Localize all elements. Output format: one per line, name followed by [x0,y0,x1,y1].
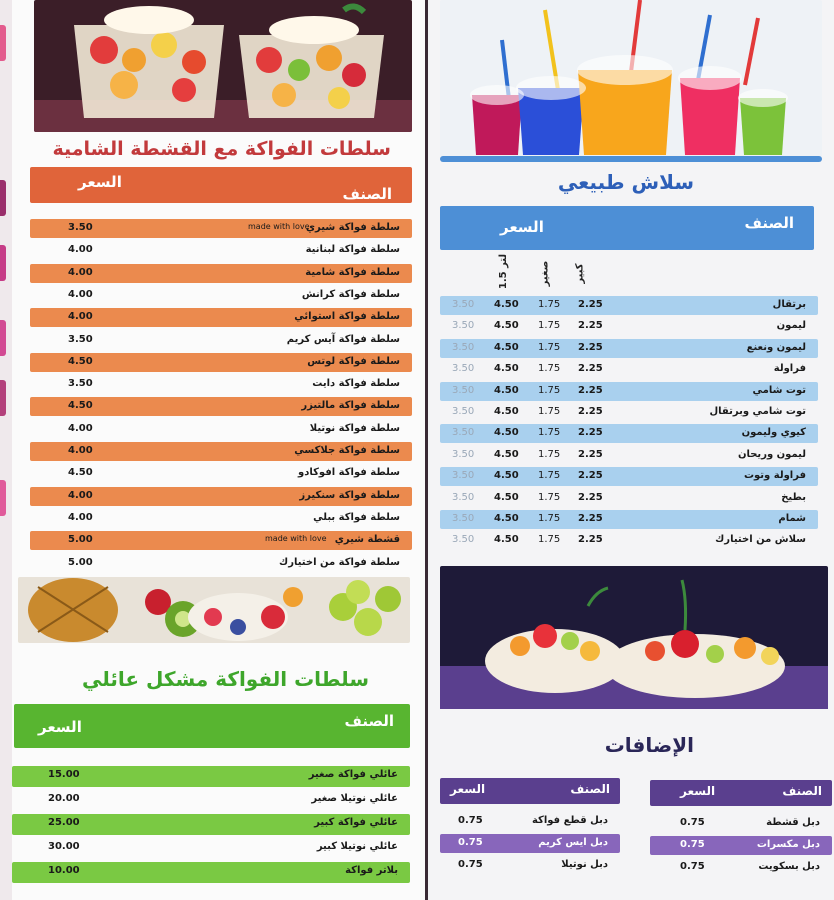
slush-photo-divider [440,156,822,162]
dessert-cups-photo [34,0,412,132]
fruit-salad-row [30,286,412,305]
addition-row [650,858,832,877]
item-small: 1.75 [538,341,561,353]
family-header-price: السعر [38,718,82,736]
item-large: 2.25 [578,427,603,439]
additions-header-right [650,780,832,806]
fruit-salad-row [30,308,412,327]
slush-header-price: السعر [500,218,544,236]
fruit-salad-row [30,420,412,439]
item-name: برتقال [772,299,806,310]
item-price: 4.50 [68,400,93,412]
fruits-photo [18,577,410,643]
item-name: دبل مكسرات [756,839,820,850]
family-header [14,704,410,748]
item-liter: 4.50 [494,427,519,439]
item-name: عائلي فواكة صغير [308,769,398,780]
item-liter: 4.50 [494,470,519,482]
item-price: 4.00 [68,311,93,323]
fruit-salad-row [30,554,412,573]
item-extra: 3.50 [452,513,475,524]
item-price: 10.00 [48,865,80,876]
item-small: 1.75 [538,534,561,546]
col-liter: 1.5 لتر [498,253,510,290]
item-small: 1.75 [538,427,561,439]
item-price: 4.00 [68,288,93,300]
slush-cups-photo [440,0,822,158]
item-name: ليمون ونعنع [746,341,806,353]
item-name: سلطة فواكة لوتس [307,355,400,367]
fruit-salad-row [30,331,412,350]
fruit-salad-row [30,375,412,394]
item-name: توت شامي وبرتقال [709,406,806,417]
item-extra: 3.50 [452,341,475,353]
item-large: 2.25 [578,341,603,353]
addition-row [650,836,832,855]
item-name: سلطة فواكة شامية [305,266,400,278]
item-name: سلطة فواكة مالتيزر [301,400,400,412]
slush-row [440,424,818,443]
fruit-cups-divider [440,704,828,709]
item-liter: 4.50 [494,406,519,417]
item-liter: 4.50 [494,384,519,396]
family-row [12,838,410,859]
slush-row [440,510,818,529]
fruit-salad-row [30,442,412,461]
additions-header-left-price: السعر [450,782,486,796]
item-price: 25.00 [48,817,80,828]
item-price: 0.75 [680,817,705,828]
family-row [12,766,410,787]
item-price: 4.00 [68,266,93,278]
addition-row [440,834,620,853]
item-name: سلطة فواكة من اختيارك [279,556,400,568]
item-price: 4.00 [68,511,93,523]
item-small: 1.75 [538,363,561,375]
item-name: بلاتر فواكة [345,865,398,876]
item-large: 2.25 [578,384,603,396]
item-liter: 4.50 [494,320,519,332]
item-price: 4.00 [68,445,93,456]
item-small: 1.75 [538,513,561,524]
addition-row [440,856,620,875]
item-note: made with love [265,534,327,544]
item-name: سلطة فواكة شيري [305,222,400,233]
item-price: 30.00 [48,841,80,852]
family-row [12,862,410,883]
item-price: 3.50 [68,333,93,345]
item-price: 3.50 [68,378,93,390]
item-name: سلطة فواكة دايت [312,378,400,390]
item-price: 4.00 [68,244,93,256]
item-price: 4.50 [68,355,93,367]
item-extra: 3.50 [452,427,475,439]
slush-row [440,403,818,422]
item-large: 2.25 [578,513,603,524]
family-row [12,814,410,835]
item-price: 20.00 [48,793,80,804]
item-large: 2.25 [578,491,603,503]
slush-header-item: الصنف [744,214,794,232]
fruit-salad-row [30,241,412,260]
slush-row [440,531,818,550]
item-name: بطيخ [781,491,806,503]
fruit-cups-photo [440,566,828,706]
item-name: قشطة شيري [334,534,400,546]
item-name: سلطة فواكة استوائي [294,311,400,323]
slush-row [440,467,818,486]
fruit-salad-row [30,531,412,550]
item-price: 0.75 [680,839,705,850]
item-extra: 3.50 [452,363,475,375]
item-price: 0.75 [458,837,483,848]
additions-header-right-item: الصنف [782,784,822,798]
addition-row [440,812,620,831]
slush-row [440,489,818,508]
fruit-salad-row [30,487,412,506]
item-name: سلطة فواكة كرانش [301,288,400,300]
item-extra: 3.50 [452,384,475,396]
item-name: سلطة فواكة آيس كريم [286,333,400,345]
item-name: عائلي فواكة كبير [314,817,398,828]
header-item: الصنف [342,185,392,203]
item-name: سلطة فواكة سنكيرز [299,489,400,501]
item-extra: 3.50 [452,448,475,460]
item-name: كيوي وليمون [741,427,806,439]
item-name: سلاش من اختيارك [715,534,806,546]
item-liter: 4.50 [494,341,519,353]
item-liter: 4.50 [494,299,519,310]
item-small: 1.75 [538,299,561,310]
fruit-salad-row [30,353,412,372]
item-small: 1.75 [538,491,561,503]
item-name: سلطة فواكة افوكادو [298,467,400,479]
header-price: السعر [78,173,122,191]
item-name: سلطة فواكة لبنانية [305,244,400,256]
item-price: 4.00 [68,422,93,434]
item-name: عائلي نوتيلا كبير [316,841,398,852]
additions-title: الإضافات [604,733,694,757]
item-extra: 3.50 [452,406,475,417]
col-large: كبير [574,263,586,284]
fruit-salad-row [30,464,412,483]
slush-title: سلاش طبيعي [557,170,694,194]
item-liter: 4.50 [494,534,519,546]
item-large: 2.25 [578,299,603,310]
item-extra: 3.50 [452,320,475,332]
fruit-salads-title: سلطات الفواكة مع القشطة الشامية [52,138,391,160]
item-price: 4.50 [68,467,93,479]
slush-row [440,317,818,336]
item-extra: 3.50 [452,534,475,546]
item-name: ليمون وريحان [737,448,806,460]
item-price: 0.75 [458,815,483,826]
item-large: 2.25 [578,448,603,460]
item-name: فراولة وتوت [743,470,806,482]
family-header-item: الصنف [344,712,394,730]
item-name: شمام [778,513,806,524]
slush-row [440,339,818,358]
item-price: 15.00 [48,769,80,780]
additions-header-right-price: السعر [680,784,716,798]
fruit-salad-row [30,264,412,283]
item-small: 1.75 [538,470,561,482]
additions-header-left-item: الصنف [570,782,610,796]
fruit-salad-row [30,397,412,416]
item-name: عائلي نوتيلا صغير [311,793,398,804]
slush-row [440,360,818,379]
item-small: 1.75 [538,406,561,417]
item-price: 0.75 [458,859,483,870]
item-name: دبل نوتيلا [561,859,608,870]
item-price: 5.00 [68,556,93,568]
item-name: دبل قطع فواكة [531,815,608,826]
slush-row [440,446,818,465]
item-liter: 4.50 [494,491,519,503]
col-small: صغير [539,260,551,287]
item-large: 2.25 [578,363,603,375]
item-small: 1.75 [538,384,561,396]
item-liter: 4.50 [494,513,519,524]
slush-header [440,206,814,250]
item-large: 2.25 [578,406,603,417]
item-name: سلطة فواكة جلاكسي [294,445,400,456]
item-name: دبل قشطة [766,817,820,828]
item-name: دبل بسكويت [758,861,820,872]
item-price: 5.00 [68,534,93,546]
item-name: توت شامي [752,384,806,396]
item-note: made with love [248,222,310,231]
item-name: سلطة فواكة نوتيلا [309,422,400,434]
item-small: 1.75 [538,320,561,332]
family-title: سلطات الفواكة مشكل عائلي [81,667,369,691]
item-large: 2.25 [578,534,603,546]
addition-row [650,814,832,833]
fruit-salad-row [30,219,412,238]
additions-header-left [440,778,620,804]
right-menu-page [428,0,834,900]
slush-row [440,296,818,315]
item-extra: 3.50 [452,470,475,482]
item-price: 4.00 [68,489,93,501]
fold-edge [0,0,12,900]
item-price: 0.75 [680,861,705,872]
item-name: دبل ايس كريم [538,837,608,848]
item-extra: 3.50 [452,299,475,310]
item-name: سلطة فواكة ببلي [313,511,400,523]
slush-row [440,382,818,401]
item-large: 2.25 [578,320,603,332]
item-name: فراولة [773,363,806,375]
item-liter: 4.50 [494,363,519,375]
item-large: 2.25 [578,470,603,482]
fruit-salads-header [30,167,412,203]
fruit-salad-row [30,509,412,528]
item-extra: 3.50 [452,491,475,503]
family-row [12,790,410,811]
item-liter: 4.50 [494,448,519,460]
item-price: 3.50 [68,222,93,233]
item-small: 1.75 [538,448,561,460]
item-name: ليمون [776,320,806,332]
